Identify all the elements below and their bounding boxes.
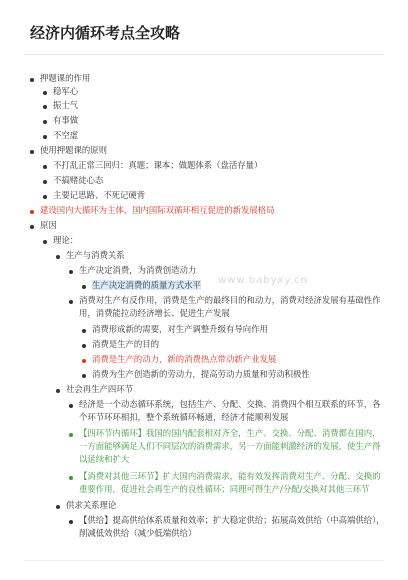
highlighted-text: 生产决定消费的质量方式水平 [92,280,201,290]
bullet [82,359,86,363]
bullet [43,240,47,244]
bullet [30,225,34,229]
bullet [69,270,73,274]
title-divider [24,54,384,55]
bullet [43,105,47,109]
outline-item[interactable]: 生产与消费关系 [66,250,125,260]
bullet [43,195,47,199]
watermark: www.babyxy.cn [218,275,308,286]
bottom-divider [24,560,384,561]
outline-item[interactable]: 消费是生产的目的 [92,339,159,349]
outline-item[interactable]: 消费形成新的需要，对生产调整升级有导向作用 [92,324,268,334]
outline-item-green[interactable]: 【四环节内循环】我国的国内配套相对齐全，生产、交换、分配、消费都在国内，一方面能够满足人们不同层次的消费需求，另一方面能刺激经济的发展，使生产得以延续和扩大 [79,428,381,464]
outline-item[interactable]: 不空虚 [53,130,79,140]
bullet [43,165,47,169]
outline-item-highlighted[interactable]: 建设国内大循环为主体，国内国际双循环相互促进的新发展格局 [40,205,275,215]
outline-item[interactable]: 不打乱正常三回归：真题；课本；做题体系（盘活存量） [53,160,263,170]
outline-item[interactable]: 供求关系理论 [66,500,117,510]
bullet [56,255,60,259]
outline-item[interactable]: 稳军心 [53,86,79,96]
bullet [69,520,73,524]
bullet [82,344,86,348]
bullet [30,150,34,154]
outline-item[interactable]: 原因 [40,220,57,230]
page-title: 经济内循环考点全攻略 [30,24,181,42]
outline-item[interactable]: 主要记思路、不死记硬背 [53,190,146,200]
bullet [69,404,73,408]
outline-item[interactable]: 消费为生产创造新的劳动力，提高劳动力质量和劳动积极性 [92,369,310,379]
bullet [69,476,73,480]
outline-item[interactable]: 理论： [53,235,79,245]
bullet [43,180,47,184]
bullet [82,329,86,333]
outline-item[interactable]: 消费对生产有反作用，消费是生产的最终目的和动力，消费对经济发展有基础性作用，消费能拉动经济增长、促进生产发展 [79,295,381,318]
bullet [30,210,34,214]
bullet [82,374,86,378]
outline-item-green[interactable]: 【消费对其他三环节】扩大国内消费需求，能有效发挥消费对生产、分配、交换的重要作用，促进社会再生产的良性循环；同理可得生产/分配/交换对其他三环节 [79,471,381,494]
outline-item[interactable]: 生产决定消费，为消费创造动力 [79,265,197,275]
bullet [56,505,60,509]
bullet [30,78,34,82]
outline-item[interactable]: 押题课的作用 [40,73,91,83]
outline-item[interactable]: 【供给】提高供给体系质量和效率；扩大稳定供给；拓展高效供给（中高端供给），削减低效供给（减少低端供给） [79,515,385,538]
bullet [56,389,60,393]
bullet [43,135,47,139]
outline-item[interactable]: 使用押题课的原则 [40,145,107,155]
outline-item[interactable]: 振士气 [53,100,79,110]
outline-item[interactable]: 社会再生产四环节 [66,384,133,394]
outline-item-highlighted[interactable]: 消费是生产的动力，新的消费热点带动新产业发展 [92,354,277,364]
bullet [69,300,73,304]
bullet [43,91,47,95]
outline-item[interactable]: 不搞赌徒心态 [53,175,104,185]
bullet [82,285,86,289]
outline-item[interactable]: 经济是一个动态循环系统，包括生产、分配、交换、消费四个相互联系的环节，各个环节环环相扣，整个系统循环畅通，经济才能顺利发展 [79,399,381,422]
outline-item[interactable]: 有事做 [53,115,79,125]
bullet [69,433,73,437]
bullet [43,120,47,124]
outline-item[interactable] [92,279,201,292]
